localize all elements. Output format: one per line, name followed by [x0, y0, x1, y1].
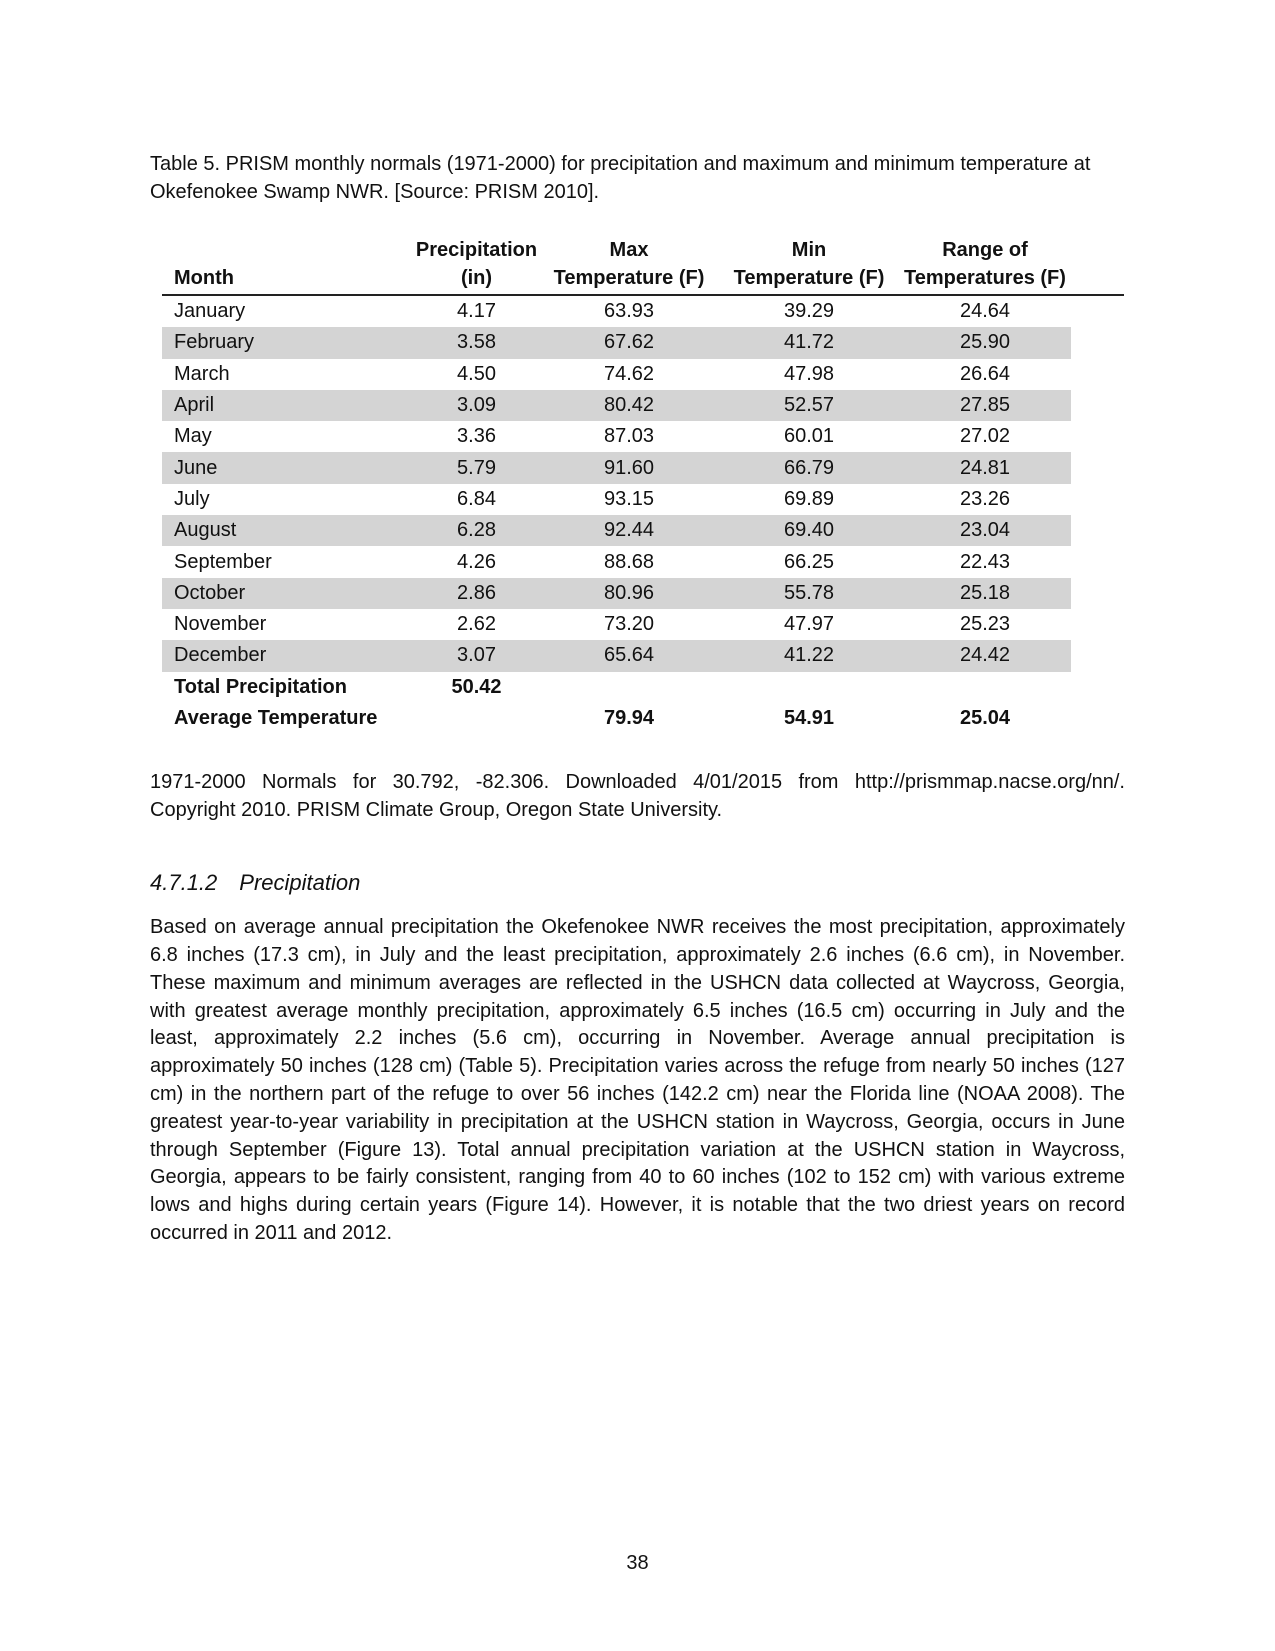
- cell-min-temperature: 47.98: [783, 362, 835, 385]
- cell-precipitation: 2.86: [414, 578, 539, 609]
- cell-month: August: [162, 515, 414, 546]
- cell-precipitation: 5.79: [414, 452, 539, 483]
- cell-max-temperature: 92.44: [539, 515, 719, 546]
- cell-max-temperature: 80.42: [539, 390, 719, 421]
- document-page: [150, 150, 1125, 1248]
- cell-month: October: [162, 578, 414, 609]
- cell-precipitation: 3.36: [457, 425, 496, 448]
- cell-max-temperature: 80.96: [539, 578, 719, 609]
- cell-month: September: [174, 550, 272, 573]
- cell-range: 25.23: [959, 613, 1011, 636]
- cell-min-temperature: 39.29: [783, 300, 835, 323]
- total-precipitation-label: Total Precipitation: [174, 675, 347, 698]
- cell-range: 24.64: [959, 300, 1011, 323]
- header-max-temperature: Max Temperature (F): [539, 236, 719, 295]
- header-precipitation: Precipitation (in): [414, 236, 539, 295]
- header-month: Month: [162, 236, 414, 295]
- cell-min-temperature: 52.57: [719, 390, 899, 421]
- cell-month: March: [174, 362, 230, 385]
- table-row: [162, 359, 1124, 390]
- cell-month: January: [174, 300, 246, 323]
- cell-precipitation: 4.26: [457, 550, 496, 573]
- header-edge: [1071, 236, 1124, 295]
- table-row: [162, 421, 1124, 452]
- cell-range: 22.43: [959, 550, 1011, 573]
- average-range-value: 25.04: [959, 707, 1011, 729]
- cell-range: 25.90: [899, 327, 1071, 358]
- header-min-temperature: Min Temperature (F): [719, 236, 899, 295]
- cell-range: 26.64: [959, 362, 1011, 385]
- cell-min-temperature: 69.89: [783, 487, 835, 510]
- cell-max-temperature: 73.20: [603, 613, 655, 636]
- cell-max-temperature: 74.62: [603, 362, 655, 385]
- table-row: [162, 578, 1124, 609]
- section-heading: [150, 868, 1125, 898]
- table-header-row: [162, 236, 1124, 295]
- cell-min-temperature: 66.25: [783, 550, 835, 573]
- cell-min-temperature: 41.22: [719, 640, 899, 671]
- cell-range: 27.02: [959, 425, 1011, 448]
- total-precipitation-value: 50.42: [451, 675, 502, 698]
- table-row: [162, 609, 1124, 640]
- cell-min-temperature: 55.78: [719, 578, 899, 609]
- cell-max-temperature: 87.03: [603, 425, 655, 448]
- cell-precipitation: 3.09: [414, 390, 539, 421]
- cell-max-temperature: 93.15: [603, 487, 655, 510]
- cell-month: December: [162, 640, 414, 671]
- average-max-value: 79.94: [603, 707, 655, 729]
- cell-min-temperature: 47.97: [783, 613, 835, 636]
- total-precipitation-row: [162, 672, 1124, 703]
- prism-normals-table: [162, 236, 1124, 734]
- cell-precipitation: 3.07: [414, 640, 539, 671]
- table-row: [162, 640, 1124, 671]
- average-min-value: 54.91: [783, 707, 835, 729]
- table-row: [162, 327, 1124, 358]
- cell-precipitation: 3.58: [414, 327, 539, 358]
- average-temperature-label: Average Temperature: [174, 707, 378, 729]
- cell-min-temperature: 69.40: [719, 515, 899, 546]
- table-row: [162, 390, 1124, 421]
- table-source-note: 1971-2000 Normals for 30.792, -82.306. Downloaded 4/01/2015 from http://prismmap.nacse.org/nn/. Copyright 2010. PRISM Climate Group, Oregon State University.: [150, 771, 1125, 822]
- cell-min-temperature: 41.72: [719, 327, 899, 358]
- cell-max-temperature: 63.93: [603, 300, 655, 323]
- table-body: [162, 295, 1124, 672]
- cell-precipitation: 6.28: [414, 515, 539, 546]
- cell-max-temperature: 67.62: [539, 327, 719, 358]
- cell-min-temperature: 60.01: [783, 425, 835, 448]
- cell-range: 25.18: [899, 578, 1071, 609]
- cell-month: February: [162, 327, 414, 358]
- page-number: 38: [626, 1552, 649, 1574]
- section-number: 4.7.1.2: [150, 870, 218, 896]
- table-totals: [162, 672, 1124, 735]
- cell-month: May: [174, 425, 212, 448]
- table-row: [162, 295, 1124, 327]
- cell-month: July: [174, 487, 210, 510]
- cell-month: November: [174, 613, 267, 636]
- cell-max-temperature: 91.60: [539, 452, 719, 483]
- header-range: Range of Temperatures (F): [899, 236, 1071, 295]
- cell-precipitation: 2.62: [457, 613, 496, 636]
- cell-range: 23.04: [899, 515, 1071, 546]
- cell-range: 23.26: [959, 487, 1011, 510]
- section-title: Precipitation: [239, 870, 361, 896]
- cell-max-temperature: 88.68: [603, 550, 655, 573]
- average-temperature-row: [162, 703, 1124, 734]
- cell-max-temperature: 65.64: [539, 640, 719, 671]
- cell-range: 27.85: [899, 390, 1071, 421]
- cell-month: June: [162, 452, 414, 483]
- table-row: [162, 484, 1124, 515]
- cell-precipitation: 4.50: [457, 362, 496, 385]
- section-body-paragraph: Based on average annual precipitation the Okefenokee NWR receives the most precipitation, approximately 6.8 inches (17.3 cm), in July and the least precipitation, approximately 2.6 inches (6.6 cm), in November. These maximum and minimum averages are reflected in the USHCN data collected at Waycross, Georgia, with greatest average monthly precipitation, approximately 6.5 inches (16.5 cm) occurring in July and the least, approximately 2.2 inches (5.6 cm), occurring in November. Average annual precipitation is approximately 50 inches (128 cm) (Table 5). Precipitation varies across the refuge from nearly 50 inches (127 cm) in the northern part of the refuge to over 56 inches (142.2 cm) near the Florida line (NOAA 2008). The greatest year-to-year variability in precipitation at the USHCN station in Waycross, Georgia, occurs in June through September (Figure 13). Total annual precipitation variation at the USHCN station in Waycross, Georgia, appears to be fairly consistent, ranging from 40 to 60 inches (102 to 152 cm) with various extreme lows and highs during certain years (Figure 14). However, it is notable that the two driest years on record occurred in 2011 and 2012.: [150, 916, 1125, 1244]
- table-row: [162, 452, 1124, 483]
- cell-min-temperature: 66.79: [719, 452, 899, 483]
- cell-month: April: [162, 390, 414, 421]
- table-row: [162, 515, 1124, 546]
- table-caption: Table 5. PRISM monthly normals (1971-2000) for precipitation and maximum and minimum temperature at Okefenokee Swamp NWR. [Source: PRISM 2010].: [150, 153, 1091, 203]
- cell-range: 24.42: [899, 640, 1071, 671]
- cell-precipitation: 4.17: [457, 300, 496, 323]
- cell-precipitation: 6.84: [457, 487, 496, 510]
- table-row: [162, 546, 1124, 577]
- cell-range: 24.81: [899, 452, 1071, 483]
